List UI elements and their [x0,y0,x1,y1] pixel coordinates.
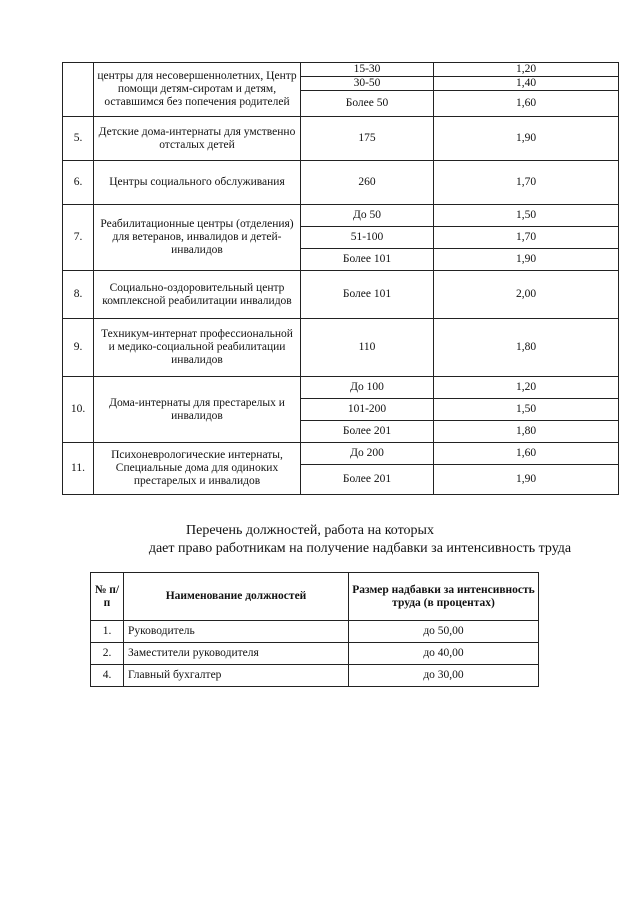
coefficient-cell: 1,90 [434,117,619,161]
table-row [91,665,539,687]
coefficient-cell: 1,20 [434,377,619,399]
list-heading-line1: Перечень должностей, работа на которых [186,523,434,538]
row-number: 8. [63,271,94,319]
institutions-table-body [63,63,619,495]
list-heading-line2: дает право работникам на получение надбавки за интенсивность труда [148,541,572,556]
capacity-cell: 30-50 [301,77,434,91]
row-number: 6. [63,161,94,205]
capacity-cell: До 50 [301,205,434,227]
position-name: Руководитель [124,621,349,643]
institutions-table [62,62,619,495]
positions-header-row [91,573,539,621]
table-row [63,443,619,465]
table-row [63,271,619,319]
coefficient-cell: 2,00 [434,271,619,319]
capacity-cell: 101-200 [301,399,434,421]
capacity-cell: До 100 [301,377,434,399]
row-number: 5. [63,117,94,161]
header-position-name: Наименование должностей [124,573,349,621]
table-row [63,117,619,161]
institution-name: Социально-оздоровительный центр комплексной реабилитации инвалидов [94,271,301,319]
institution-name: Детские дома-интернаты для умственно отсталых детей [94,117,301,161]
capacity-cell: 260 [301,161,434,205]
table-row [63,161,619,205]
capacity-cell: Более 201 [301,465,434,495]
table-row [63,63,619,77]
table-row [91,621,539,643]
list-heading [60,522,620,558]
coefficient-cell: 1,80 [434,319,619,377]
bonus-size: до 50,00 [349,621,539,643]
row-number: 11. [63,443,94,495]
coefficient-cell: 1,90 [434,249,619,271]
coefficient-cell: 1,40 [434,77,619,91]
institution-name: Техникум-интернат профессиональной и медико-социальной реабилитации инвалидов [94,319,301,377]
header-bonus-size: Размер надбавки за интенсивность труда (в процентах) [349,573,539,621]
institution-name: Центры социального обслуживания [94,161,301,205]
position-number: 4. [91,665,124,687]
capacity-cell: 175 [301,117,434,161]
coefficient-cell: 1,60 [434,443,619,465]
row-number: 9. [63,319,94,377]
positions-table [90,572,539,687]
institution-name: Дома-интернаты для престарелых и инвалидов [94,377,301,443]
header-num: № п/п [91,573,124,621]
positions-table-body [91,621,539,687]
institution-name: Психоневрологические интернаты, Специальные дома для одиноких престарелых и инвалидов [94,443,301,495]
position-name: Главный бухгалтер [124,665,349,687]
row-number [63,63,94,117]
coefficient-cell: 1,60 [434,91,619,117]
table-row [91,643,539,665]
table-row [63,319,619,377]
institution-name: центры для несовершеннолетних, Центр помощи детям-сиротам и детям, оставшимся без попечения родителей [94,63,301,117]
capacity-cell: Более 50 [301,91,434,117]
capacity-cell: 15-30 [301,63,434,77]
row-number: 10. [63,377,94,443]
position-number: 1. [91,621,124,643]
capacity-cell: Более 201 [301,421,434,443]
bonus-size: до 30,00 [349,665,539,687]
capacity-cell: 51-100 [301,227,434,249]
row-number: 7. [63,205,94,271]
table-row [63,205,619,227]
capacity-cell: 110 [301,319,434,377]
capacity-cell: Более 101 [301,249,434,271]
position-number: 2. [91,643,124,665]
coefficient-cell: 1,80 [434,421,619,443]
institution-name: Реабилитационные центры (отделения) для ветеранов, инвалидов и детей-инвалидов [94,205,301,271]
table-row [63,377,619,399]
coefficient-cell: 1,70 [434,161,619,205]
capacity-cell: Более 101 [301,271,434,319]
coefficient-cell: 1,20 [434,63,619,77]
coefficient-cell: 1,70 [434,227,619,249]
coefficient-cell: 1,50 [434,205,619,227]
coefficient-cell: 1,90 [434,465,619,495]
position-name: Заместители руководителя [124,643,349,665]
bonus-size: до 40,00 [349,643,539,665]
coefficient-cell: 1,50 [434,399,619,421]
capacity-cell: До 200 [301,443,434,465]
